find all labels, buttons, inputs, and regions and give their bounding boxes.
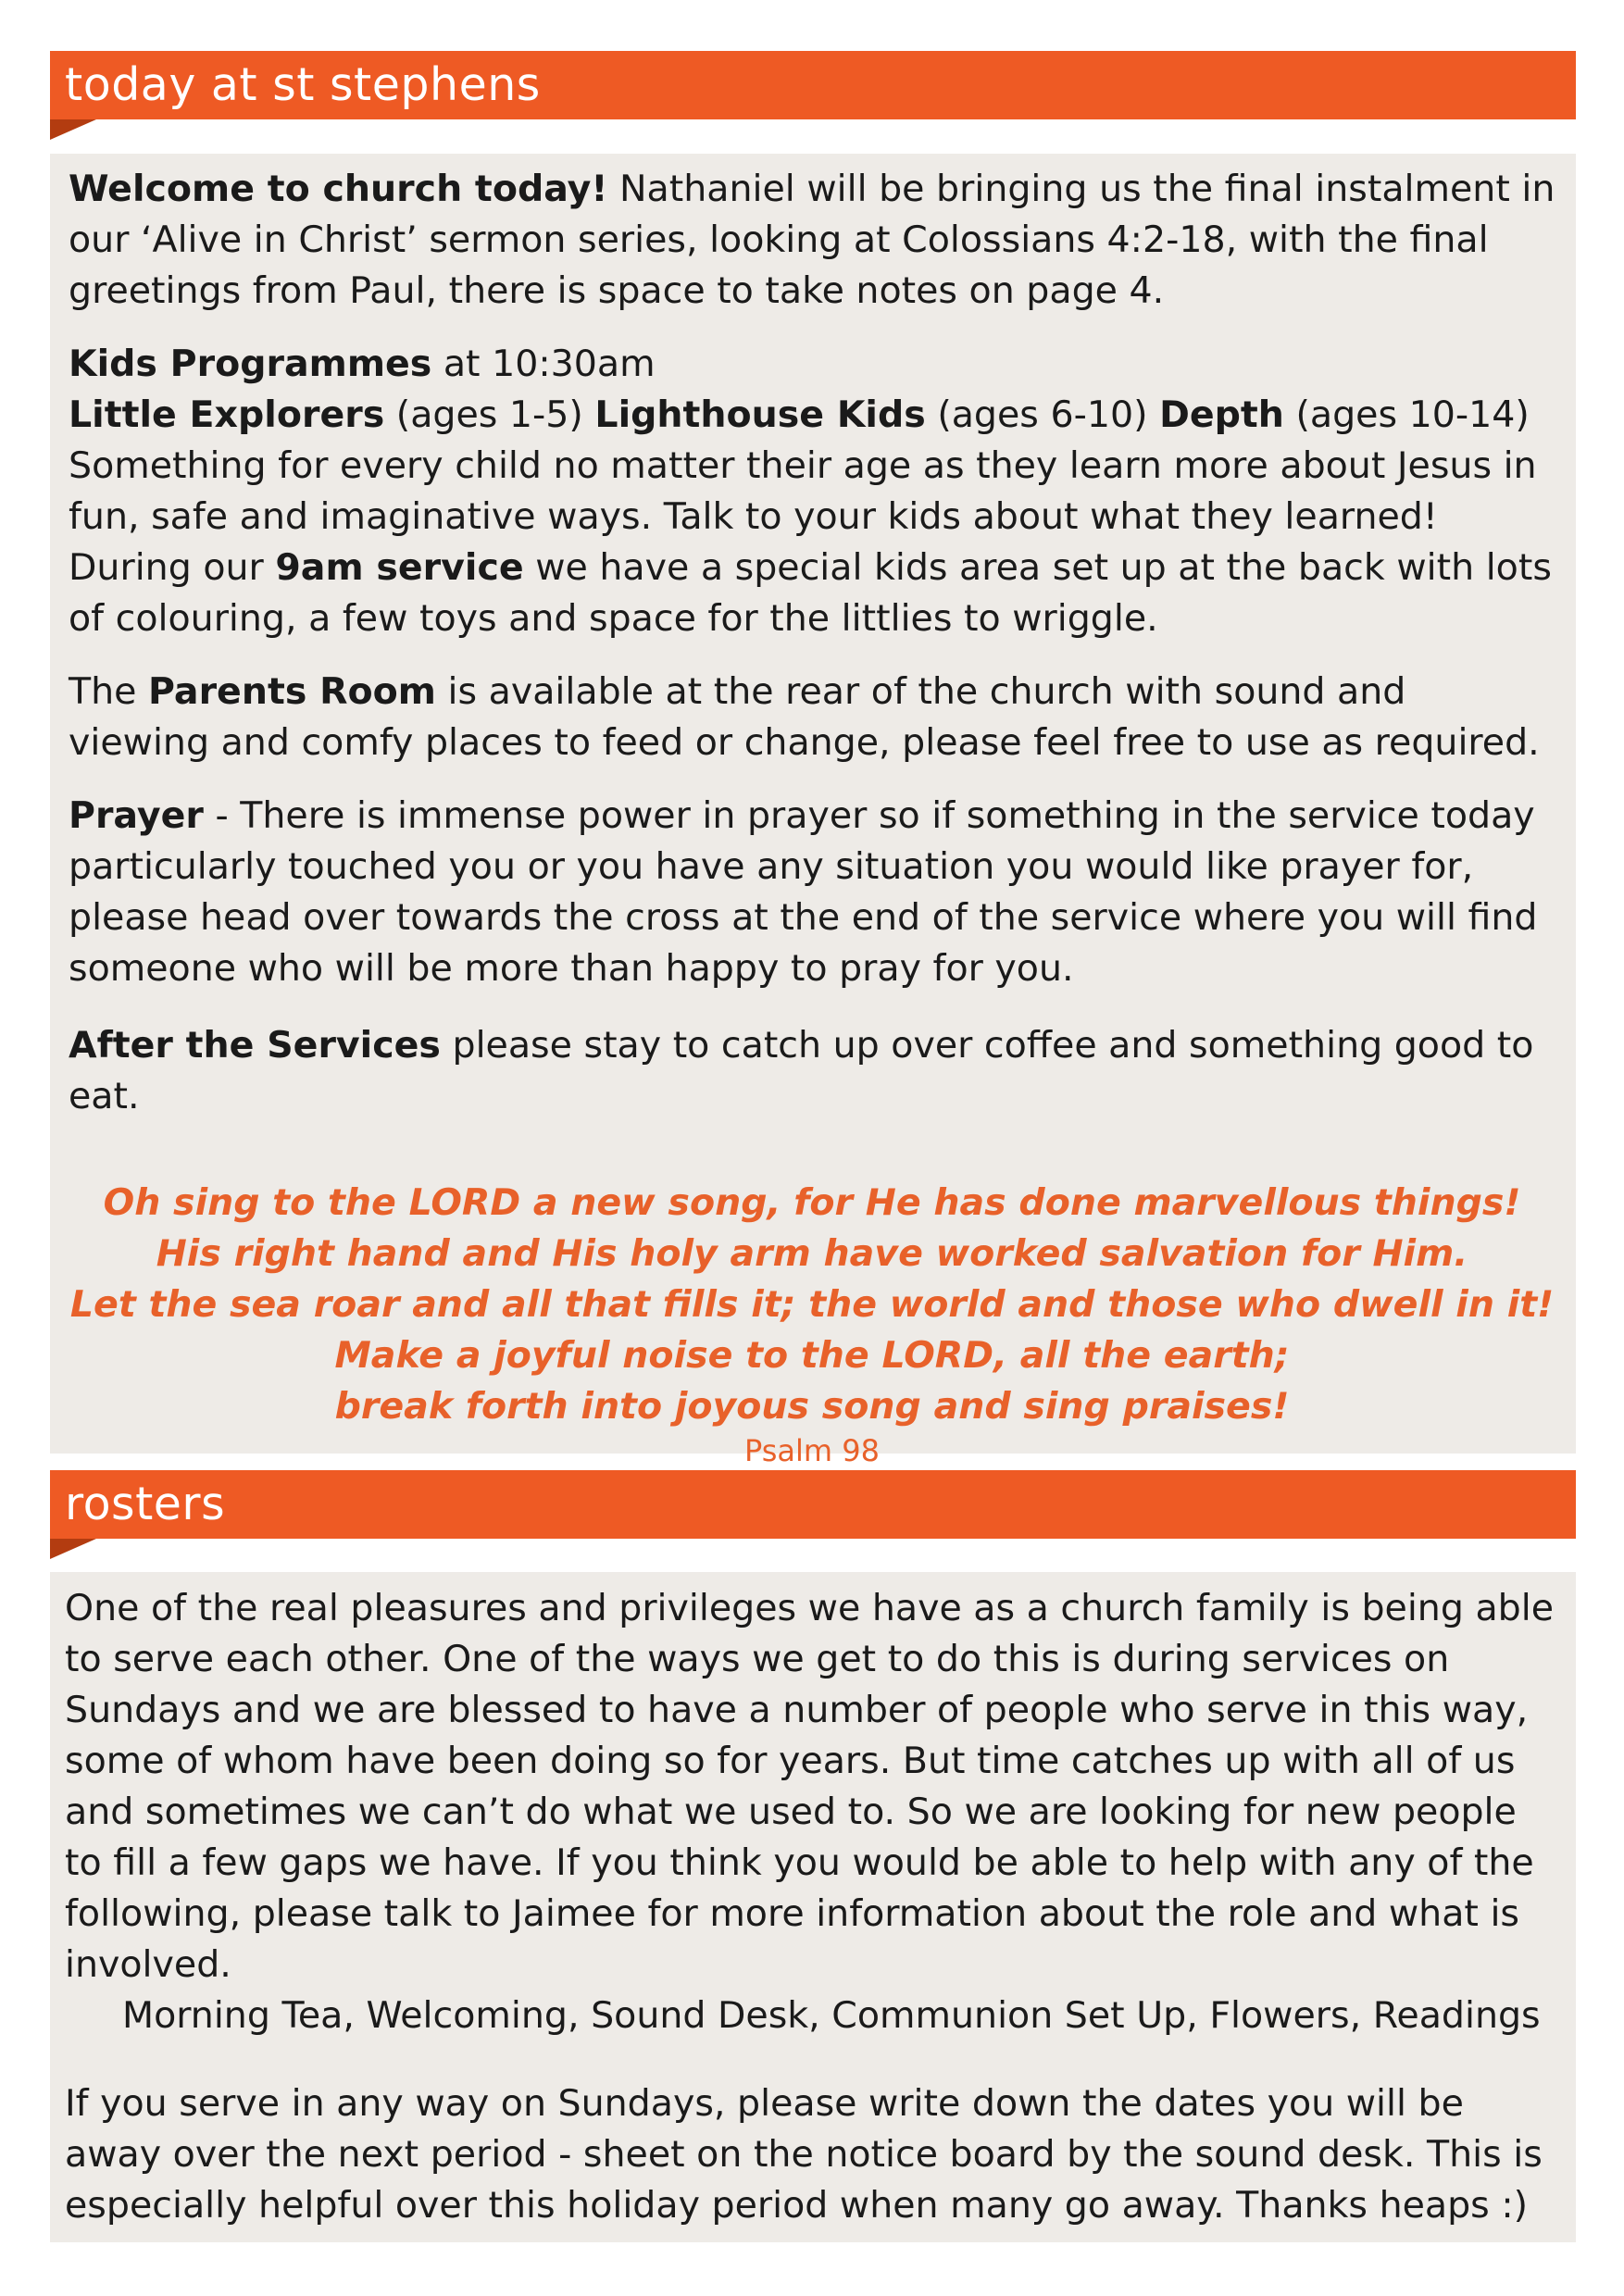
kids-body: Something for every child no matter their age as they learn more about Jesus in fun, safe and imaginative ways. Talk to your kids about what they learned!: [69, 444, 1537, 538]
verse-line: Oh sing to the LORD a new song, for He has done marvellous things!: [103, 1181, 1521, 1224]
parents-room-paragraph: [69, 667, 1555, 768]
kids-group-ages: (ages 1-5): [384, 393, 595, 436]
parents-post: is available at the rear of the church with sound and viewing and comfy places to feed or change, please feel free to use as required.: [69, 670, 1540, 764]
kids-group-name: Lighthouse Kids: [594, 393, 926, 436]
verse-line: break forth into joyous song and sing praises!: [334, 1385, 1290, 1428]
kids-heading-line: [69, 339, 1555, 390]
rosters-panel: [50, 1572, 1576, 2242]
today-panel: [50, 154, 1576, 1468]
kids-heading: Kids Programmes: [69, 343, 432, 385]
prayer-heading: Prayer: [69, 794, 204, 837]
parents-room-heading: Parents Room: [148, 670, 436, 713]
welcome-text: Nathaniel will be bringing us the final instalment in our ‘Alive in Christ’ sermon series, looking at Colossians 4:2-18, with the final greetings from Paul, there is space to take notes on page 4.: [69, 168, 1555, 312]
kids-time: at 10:30am: [431, 343, 656, 385]
verse-line: His right hand and His holy arm have worked salvation for Him.: [156, 1232, 1468, 1275]
welcome-paragraph: [69, 164, 1555, 317]
section-header-today: [50, 51, 1576, 119]
section-title-today: today at st stephens: [65, 58, 541, 111]
kids-group-ages: (ages 10-14): [1283, 393, 1530, 436]
kids-group-name: Little Explorers: [69, 393, 385, 436]
after-services-text: please stay to catch up over coffee and something good to eat.: [69, 1024, 1534, 1117]
kids-group-name: Depth: [1159, 393, 1284, 436]
rosters-away-note: If you serve in any way on Sundays, please write down the dates you will be away over the next period - sheet on the notice board by the sound desk. This is especially helpful over this holiday period when many go away. Thanks heaps :): [65, 2082, 1543, 2227]
after-services-heading: After the Services: [69, 1024, 441, 1067]
verse-line: Make a joyful noise to the LORD, all the earth;: [334, 1334, 1290, 1377]
after-services-paragraph: [69, 1020, 1555, 1122]
rosters-roles: Morning Tea, Welcoming, Sound Desk, Communion Set Up, Flowers, Readings: [122, 1994, 1541, 2037]
kids-service-post: we have a special kids area set up at the back with lots of colouring, a few toys and space for the littlies to wriggle.: [69, 546, 1552, 640]
verse-reference: Psalm 98: [744, 1433, 880, 1468]
section-header-tab: [50, 119, 96, 140]
welcome-heading: Welcome to church today!: [69, 168, 608, 210]
rosters-intro: One of the real pleasures and privileges we have as a church family is being able to serve each other. One of the ways we get to do this is during services on Sundays and we are blessed to have a number of people who serve in this way, some of whom have been doing so for years. But time catches up with all of us and sometimes we can’t do what we used to. So we are looking for new people to fill a few gaps we have. If you think you would be able to help with any of the following, please talk to Jaimee for more information about the role and what is involved.: [65, 1587, 1555, 1986]
section-header-tab: [50, 1539, 96, 1559]
kids-group-ages: (ages 6-10): [925, 393, 1160, 436]
prayer-text: - There is immense power in prayer so if something in the service today particularly touched you or you have any situation you would like prayer for, please head over towards the cross at the end of the service where you will find someone who will be more than happy to pray for you.: [69, 794, 1538, 990]
kids-groups-line: [69, 390, 1555, 441]
parents-pre: The: [69, 670, 149, 713]
section-header-rosters: [50, 1470, 1576, 1539]
psalm-verse: [69, 1178, 1555, 1432]
section-title-rosters: rosters: [65, 1478, 226, 1530]
prayer-paragraph: [69, 791, 1555, 994]
kids-service-time: 9am service: [275, 546, 524, 589]
verse-line: Let the sea roar and all that fills it; the world and those who dwell in it!: [69, 1283, 1555, 1326]
kids-service-note: [69, 543, 1555, 644]
kids-service-pre: During our: [69, 546, 276, 589]
